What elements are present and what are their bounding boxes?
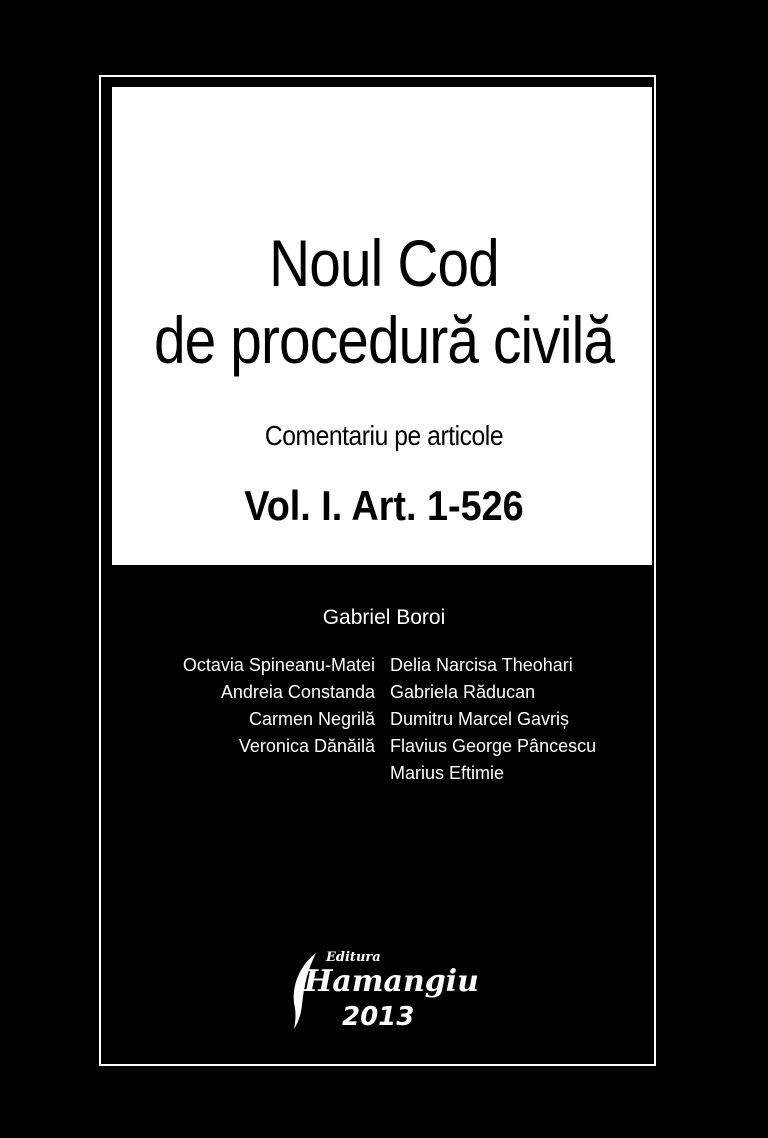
author-name: Veronica Dănăilă [238,736,375,756]
author-name: Dumitru Marcel Gavriș [390,709,570,729]
volume-label: Vol. I. Art. 1-526 [244,482,524,529]
main-author: Gabriel Boroi [322,606,446,629]
author-name: Flavius George Pâncescu [390,736,597,756]
author-name: Delia Narcisa Theohari [390,655,573,675]
subtitle: Comentariu pe articole [264,420,504,451]
authors-left-column [183,652,375,760]
title-line-2: de procedură civilă [153,303,615,377]
author-name: Octavia Spineanu-Matei [182,655,375,675]
author-name: Gabriela Răducan [390,682,536,702]
publisher-name: Hamangiu [304,964,479,999]
author-name: Andreia Constanda [220,682,375,702]
title-line-1: Noul Cod [269,226,499,300]
publisher-year: 2013 [342,1002,415,1032]
publisher-logo [282,945,482,1035]
author-name: Carmen Negrilă [248,709,375,729]
authors-right-column [390,652,596,787]
publisher-prefix: Editura [326,950,381,965]
author-name: Marius Eftimie [390,763,505,783]
